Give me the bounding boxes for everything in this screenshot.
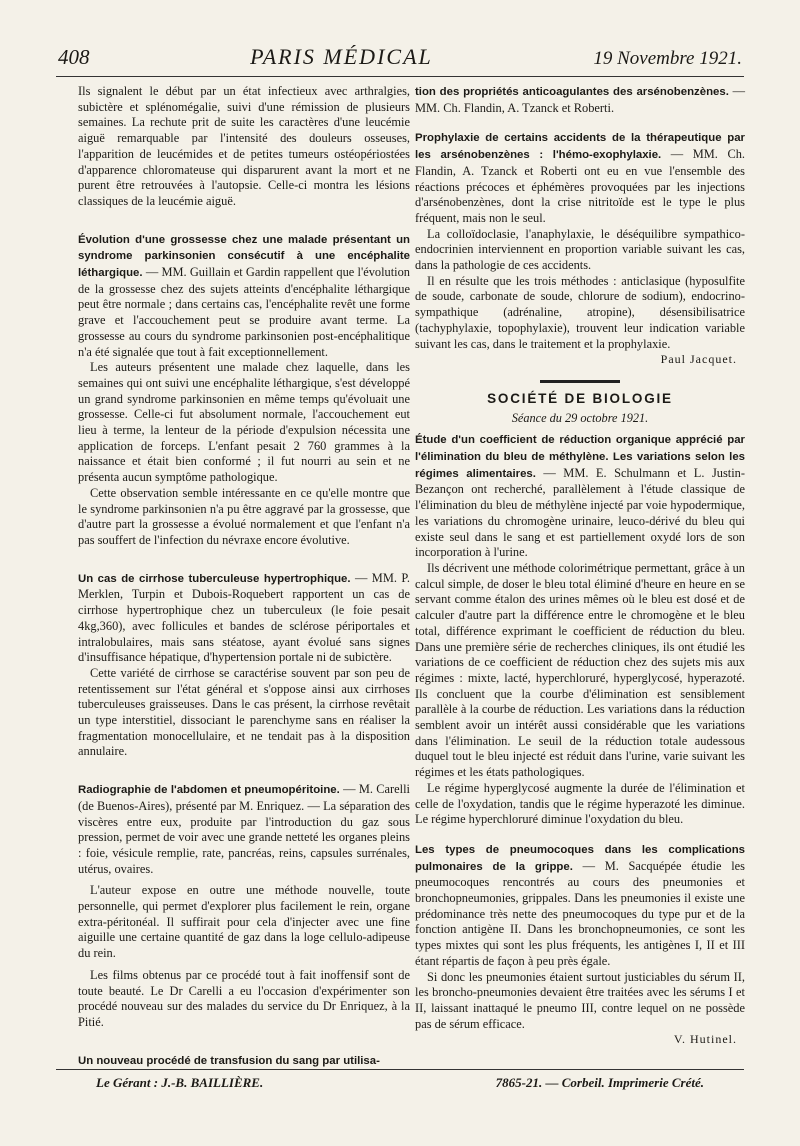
- article-title: Prophylaxie de certains accidents de la thérapeutique par les arsénobenzènes : l'hémo-exophylaxie.: [415, 132, 745, 162]
- article-title: tion des propriétés anticoagulantes des arsénobenzènes.: [415, 86, 729, 98]
- paragraph: Si donc les pneumonies étaient surtout justiciables du sérum II, les broncho-pneumonies devaient être traitées avec les sérums I et II, laissant inattaqué le pneumo III, contre lequel on ne possède pas de sérum efficace.: [415, 969, 745, 1031]
- article-prophylaxie: [415, 130, 745, 226]
- printer-line: 7865-21. — Corbeil. Imprimerie Crété.: [495, 1075, 704, 1090]
- article-title: Les types de pneumocoques dans les complications pulmonaires de la grippe.: [415, 843, 745, 873]
- article-title: Radiographie de l'abdomen et pneumopéritoine.: [78, 784, 340, 797]
- footer-rule: [56, 1069, 744, 1070]
- article-pneumocoques: [415, 842, 745, 970]
- right-column: [415, 84, 745, 1048]
- article-transfusion-cont: [415, 84, 745, 116]
- article-parkinson: [78, 232, 410, 361]
- publisher-line: Le Gérant : J.-B. BAILLIÈRE.: [96, 1075, 264, 1090]
- paragraph: — MM. P. Merklen, Turpin et Dubois-Roquebert rapportent un cas de cirrhose hypertrophique chez un tuberculeux (le foie pesait 4kg,360), avec follicules et bandes de sclérose périportales et intralobulaires, mais sans stéatose, ayant évolué sans signes d'insuffisance hépatique, d'hypertension portale ni de subictère.: [78, 570, 410, 665]
- paragraph: — M. Sacquépée étudie les pneumocoques rencontrés au cours des pneumonies et bronchopneumonies, grippales. Dans les pneumonies il existe une prédominance très nette des pneumocoques du type pur et de la fonction antigène II. Dans les bronchopneumonies, ce sont les types mixtes qui sont les plus fréquents, les antigènes I, II et III étant répartis de façon à peu près égale.: [415, 858, 745, 968]
- session-date: Séance du 29 octobre 1921.: [511, 410, 649, 425]
- section-divider: [540, 380, 620, 383]
- paragraph: — M. Carelli (de Buenos-Aires), présenté par M. Enriquez. — La séparation des viscères entre eux, produite par l'introduction du gaz sous pression, permet de voir avec une grande netteté les organes pleins : foie, vésicule remplie, rate, pancréas, reins, capsules surrénales, utérus, ovaires.: [78, 782, 410, 876]
- signature: Paul Jacquet.: [660, 352, 737, 367]
- paragraph: Cette observation semble intéressante en ce qu'elle montre que le syndrome parkinsonien n'a pu être aggravé par la grossesse, que d'autre part la grossesse a évolué normalement et que l'enfant n'a pas souffert de l'infection du névraxe encore évolutive.: [78, 485, 410, 547]
- article-transfusion: [78, 1053, 410, 1070]
- article-title: Un nouveau procédé de transfusion du sang par utilisa-: [78, 1054, 380, 1067]
- article-cirrhose: [78, 571, 410, 666]
- paragraph: — MM. Guillain et Gardin rappellent que l'évolution de la grossesse chez des sujets atteints d'encéphalite léthargique peut être normale ; dans certains cas, l'encéphalite revêt une forme grave et l'accouchement peut se produire avant terme. La grossesse au cours du syndrome parkinsonien post-encéphalitique n'a été signalée que tout à fait exceptionnellement.: [78, 265, 410, 359]
- society-heading: SOCIÉTÉ DE BIOLOGIE: [487, 390, 673, 406]
- paragraph: Cette variété de cirrhose se caractérise souvent par son peu de retentissement sur l'état général et s'oppose ainsi aux cirrhoses tuberculeuses graisseuses. Dans le cas présent, la cirrhose revêtait un type interstitiel, dissociant le parenchyme sans en réaliser la fragmentation monocellulaire, et ne tendait pas à la disposition annulaire.: [78, 665, 410, 759]
- paragraph: L'auteur expose en outre une méthode nouvelle, toute personnelle, qui permet d'explorer plus facilement le rein, organe extra-péritonéal. Il suffirait pour cela d'injecter avec une fine aiguille une certaine quantité de gaz dans la loge cellulo-adipeuse du rein.: [78, 883, 410, 961]
- paragraph: Ils décrivent une méthode colorimétrique permettant, grâce à un calcul simple, de doser le bleu total éliminé d'heure en heure en se servant comme étalon des urines mêmes où le bleu est dosé et de calculer d'autre part la différence entre le chromogène et le bleu total, différence exprimant le coefficient de réduction du bleu. Dans une première série de recherches cliniques, ils ont étudié les variations de ce coefficient de réduction chez des sujets mis aux régimes : mixte, lacté, hyperchloruré, hyperglycosé, hyperazoté. Ils concluent que la courbe d'élimination est sensiblement parallèle à la courbe de réduction. Les variations dans la réduction semblent avoir un intérêt aussi considérable que les variations dans l'élimination. Le seuil de la réduction totale audessous duquel tout le bleu injecté est réduit dans l'urine, varie suivant les régimes et les états pathologiques.: [415, 560, 745, 780]
- page-number: 408: [58, 45, 90, 69]
- article-methylene: [415, 432, 745, 561]
- paragraph: Les auteurs présentent une malade chez laquelle, dans les semaines qui ont suivi une encéphalite léthargique, s'est développé un grand syndrome parkinsonien en même temps qu'évoluait une grossesse. Celle-ci fut absolument normale, l'accouchement eut lieu à terme, la lenteur de la période d'expulsion nécessita une application de forceps. L'enfant pesait 2 760 grammes à la naissance et était bien conformé ; il fut nourri au sein et ne présenta aucun symptôme pathologique.: [78, 360, 410, 485]
- paragraph: Le régime hyperglycosé augmente la durée de l'élimination et celle de l'oxydation, tandis que le régime hyperazoté les diminue. Le régime hyperchloruré diminue l'oxydation du bleu.: [415, 780, 745, 827]
- page-footer: [96, 1075, 704, 1091]
- paragraph: Les films obtenus par ce procédé tout à fait inoffensif sont de toute beauté. Le Dr Carelli a eu l'occasion d'expérimenter son procédé nouveau sur des malades du service du Dr Enriquez, à la Pitié.: [78, 967, 410, 1029]
- header-rule: [56, 76, 744, 77]
- journal-title: PARIS MÉDICAL: [250, 44, 433, 69]
- paragraph: — MM. Ch. Flandin, A. Tzanck et Roberti ont eu en vue l'ensemble des réactions précoces et éphémères provoquées par les injections d'arsénobenzènes, dont la crise nitritoïde est le type le plus fréquent, mais non le seul.: [415, 147, 745, 225]
- article-title: Un cas de cirrhose tuberculeuse hypertrophique.: [78, 572, 351, 585]
- left-column: [78, 84, 410, 1069]
- paragraph: Il en résulte que les trois méthodes : anticlasique (hyposulfite de soude, carbonate de soude, chlorure de sodium), endocrino-sympathique (adrénaline, atropine), désensibilisatrice (tachyphylaxie, topophylaxie), trouvent leur indication variable suivant les cas, dans le traitement et la prophylaxie.: [415, 273, 745, 351]
- article-title: Évolution d'une grossesse chez une malade présentant un syndrome parkinsonien consécutif à une encéphalite léthargique.: [78, 233, 410, 280]
- paragraph: — MM. E. Schulmann et L. Justin-Bezançon ont recherché, parallèlement à l'étude classique de l'élimination du bleu de méthylène injecté par voie hypodermique, les variations du chromogène urinaire, leuco-dérivé du bleu qui existe seul dans le sang et est partiellement oxydé lors de son incorporation à l'urine.: [415, 465, 746, 560]
- signature: V. Hutinel.: [673, 1032, 737, 1047]
- article-radiographie: [78, 782, 410, 877]
- paragraph: — MM. Ch. Flandin, A. Tzanck et Roberti.: [415, 84, 745, 115]
- article-title: Étude d'un coefficient de réduction organique apprécié par l'élimination du bleu de méthylène. Les variations selon les régimes alimentaires.: [415, 434, 745, 480]
- issue-date: 19 Novembre 1921.: [593, 48, 742, 69]
- page-header: [58, 44, 742, 74]
- paragraph: Ils signalent le début par un état infectieux avec arthralgies, subictère et splénomégalie, suivi d'une rémission de plusieurs semaines. La rechute prit de suite les caractères d'une leucémie aiguë remarquable par l'intensité des douleurs osseuses, l'apparition de leucémides et de petites tumeurs ostéopériostées d'apparence chloromateuse qui disparurent avant la mort et ne purent être retrouvées à l'autopsie. Celle-ci montra les lésions classiques de la leucémie aiguë.: [78, 84, 410, 208]
- paragraph: La colloïdoclasie, l'anaphylaxie, le déséquilibre sympathico-endocrinien interviennent en proportion variable suivant les cas, dans la pathologie de ces accidents.: [415, 226, 745, 273]
